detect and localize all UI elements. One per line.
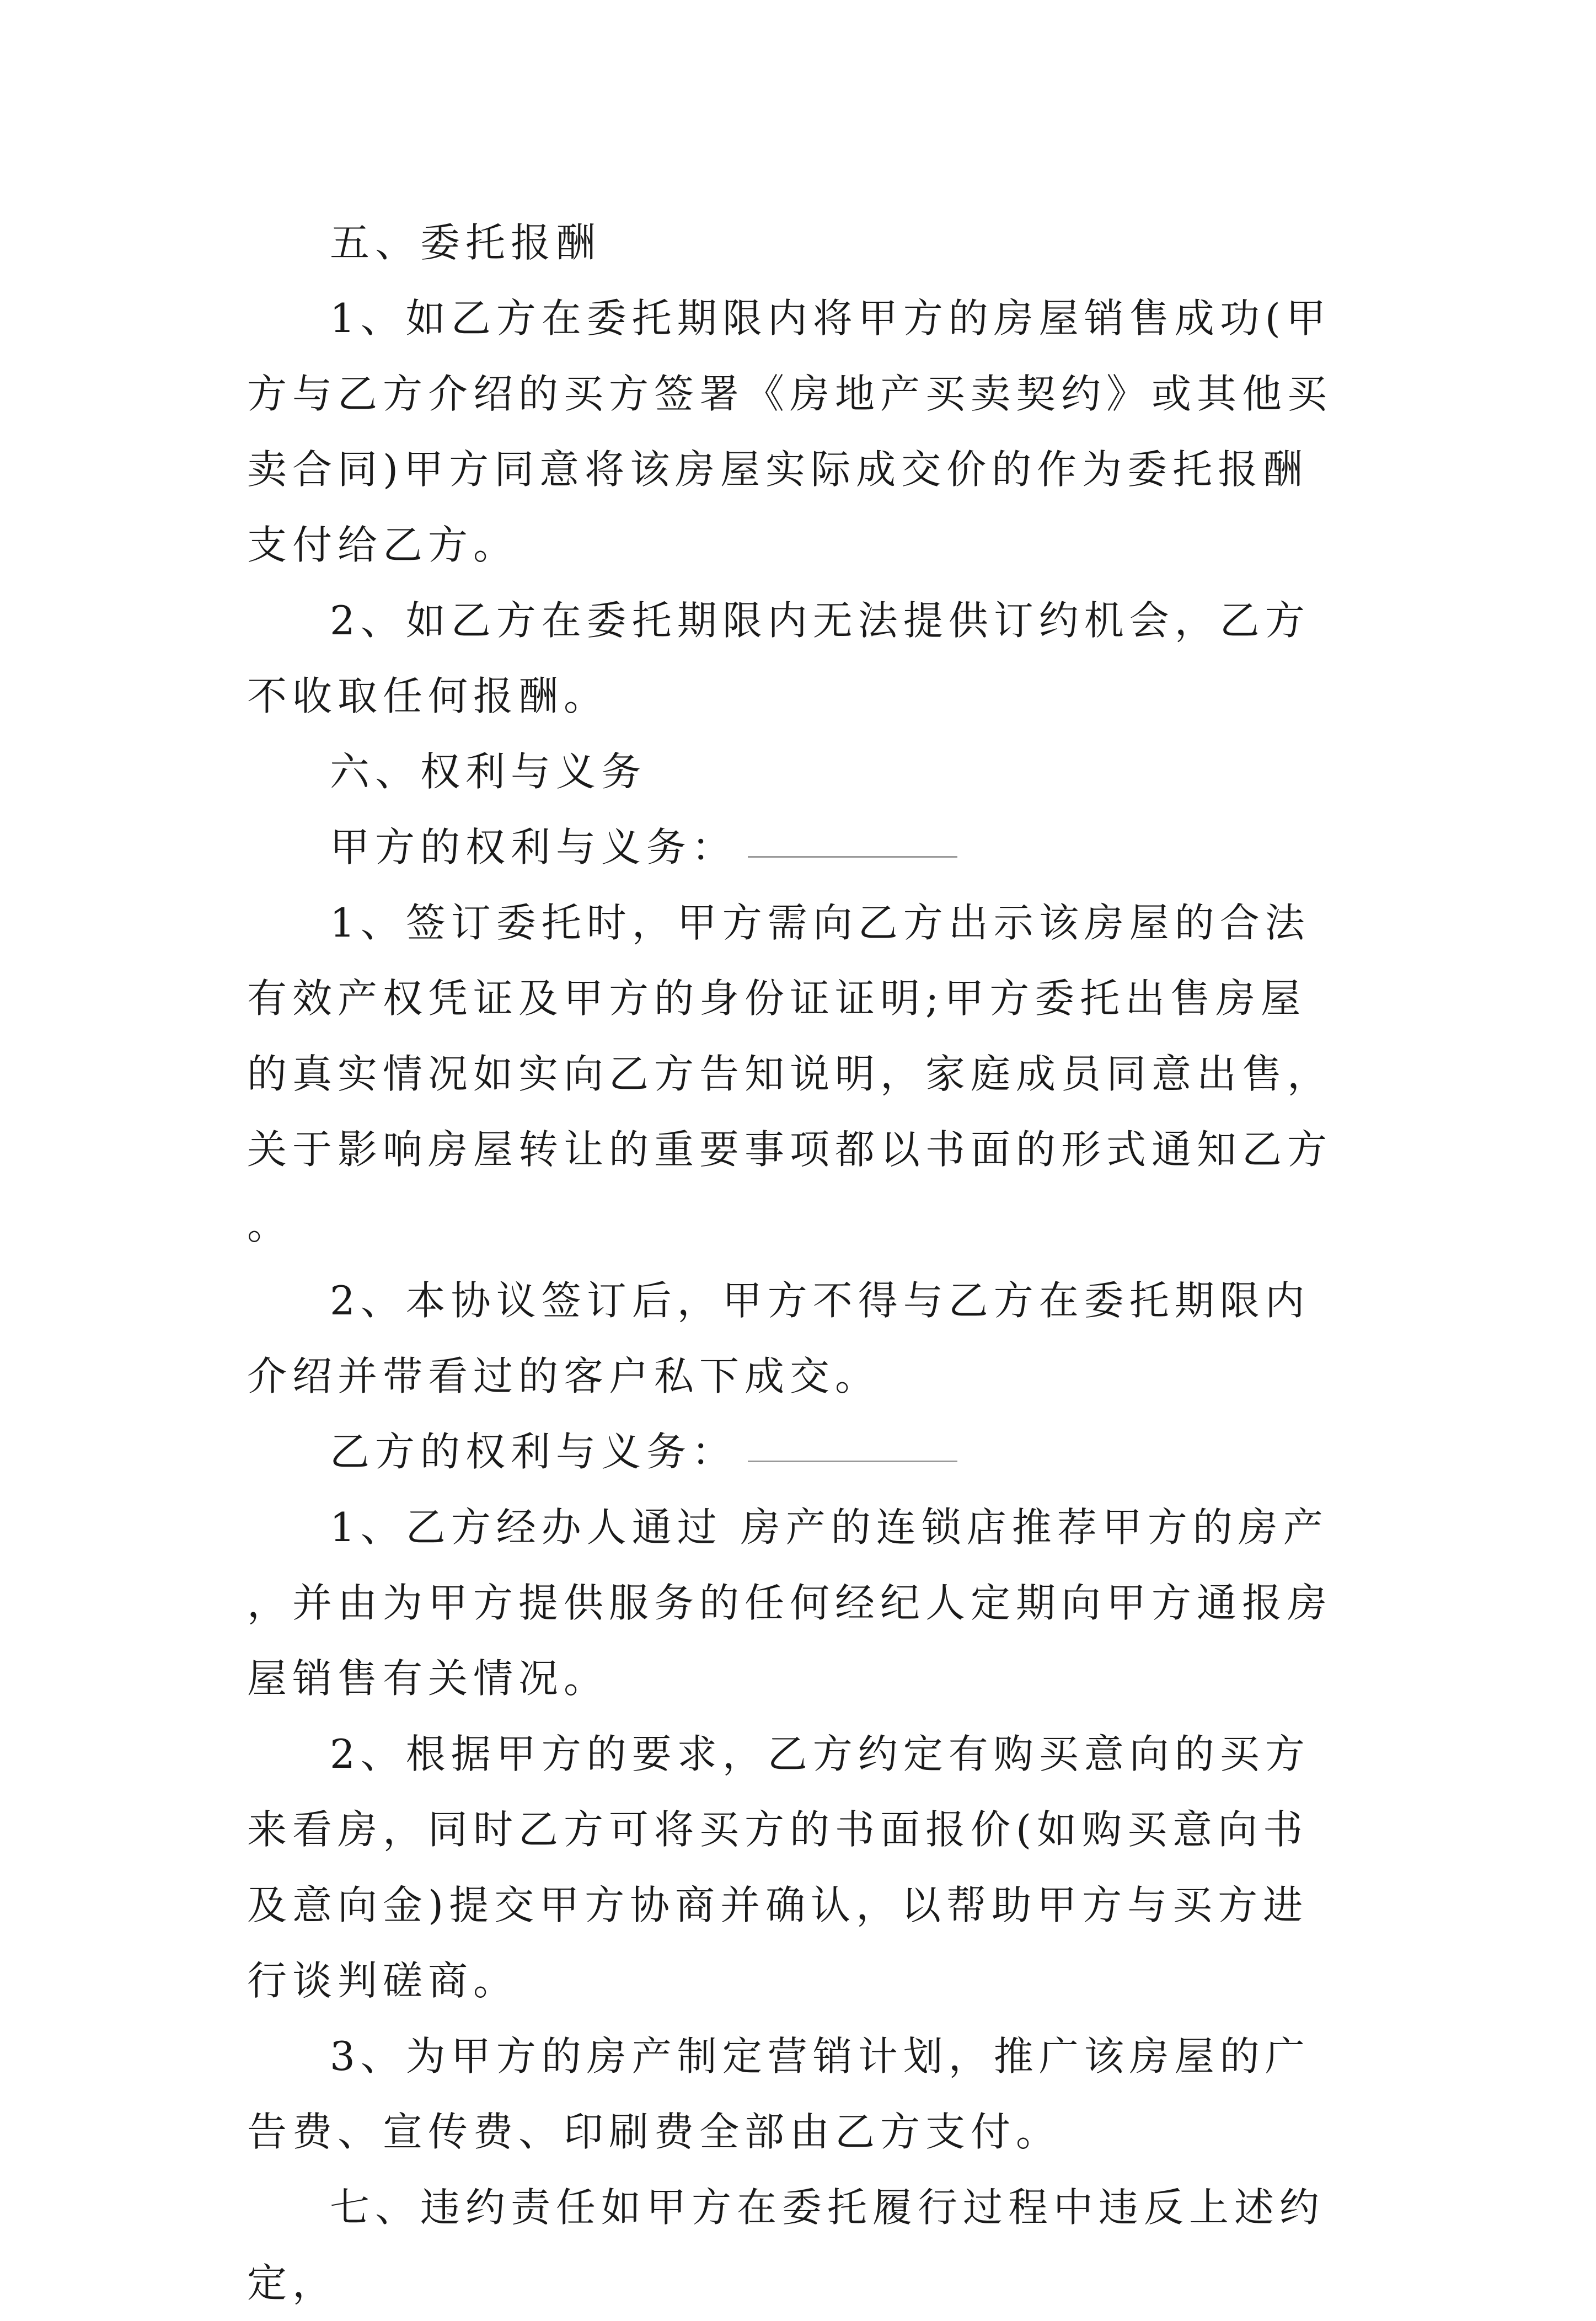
section6-heading: 六、权利与义务 <box>330 748 647 795</box>
party-b-blank-line <box>748 1461 957 1462</box>
party-a-paragraph-1: 1、签订委托时，甲方需向乙方出示该房屋的合法有效产权凭证及甲方的身份证证明;甲方委托出售房屋的真实情况如实向乙方告知说明，家庭成员同意出售，关于影响房屋转让的重要事项都以书面的形式通知乙方。 <box>247 900 1333 1248</box>
party-b-heading: 乙方的权利与义务： <box>330 1429 737 1475</box>
section5-paragraph-2: 2、如乙方在委托期限内无法提供订约机会，乙方不收取任何报酬。 <box>247 597 1310 719</box>
document-body <box>247 205 1350 2321</box>
section5-heading: 五、委托报酬 <box>330 220 602 266</box>
party-b-paragraph-3: 3、为甲方的房产制定营销计划，推广该房屋的广告费、宣传费、印刷费全部由乙方支付。 <box>247 2033 1310 2155</box>
section5-paragraph-1: 1、如乙方在委托期限内将甲方的房屋销售成功(甲方与乙方介绍的买方签署《房地产买卖契约》或其他买卖合同)甲方同意将该房屋实际成交价的作为委托报酬支付给乙方。 <box>247 295 1333 568</box>
party-a-heading-line <box>247 810 1350 885</box>
party-b-paragraph-1: 1、乙方经办人通过 房产的连锁店推荐甲方的房产，并由为甲方提供服务的任何经纪人定期向甲方通报房屋销售有关情况。 <box>247 1504 1333 1702</box>
party-a-blank-line <box>748 856 957 858</box>
party-b-heading-line <box>247 1414 1350 1490</box>
party-a-paragraph-2: 2、本协议签订后，甲方不得与乙方在委托期限内介绍并带看过的客户私下成交。 <box>247 1277 1310 1399</box>
party-b-paragraph-2: 2、根据甲方的要求，乙方约定有购买意向的买方来看房，同时乙方可将买方的书面报价(如购买意向书及意向金)提交甲方协商并确认，以帮助甲方与买方进行谈判磋商。 <box>247 1731 1310 2004</box>
party-a-heading: 甲方的权利与义务： <box>330 824 737 870</box>
section7-paragraph-1: 七、违约责任如甲方在委托履行过程中违反上述约定， <box>247 2184 1325 2306</box>
